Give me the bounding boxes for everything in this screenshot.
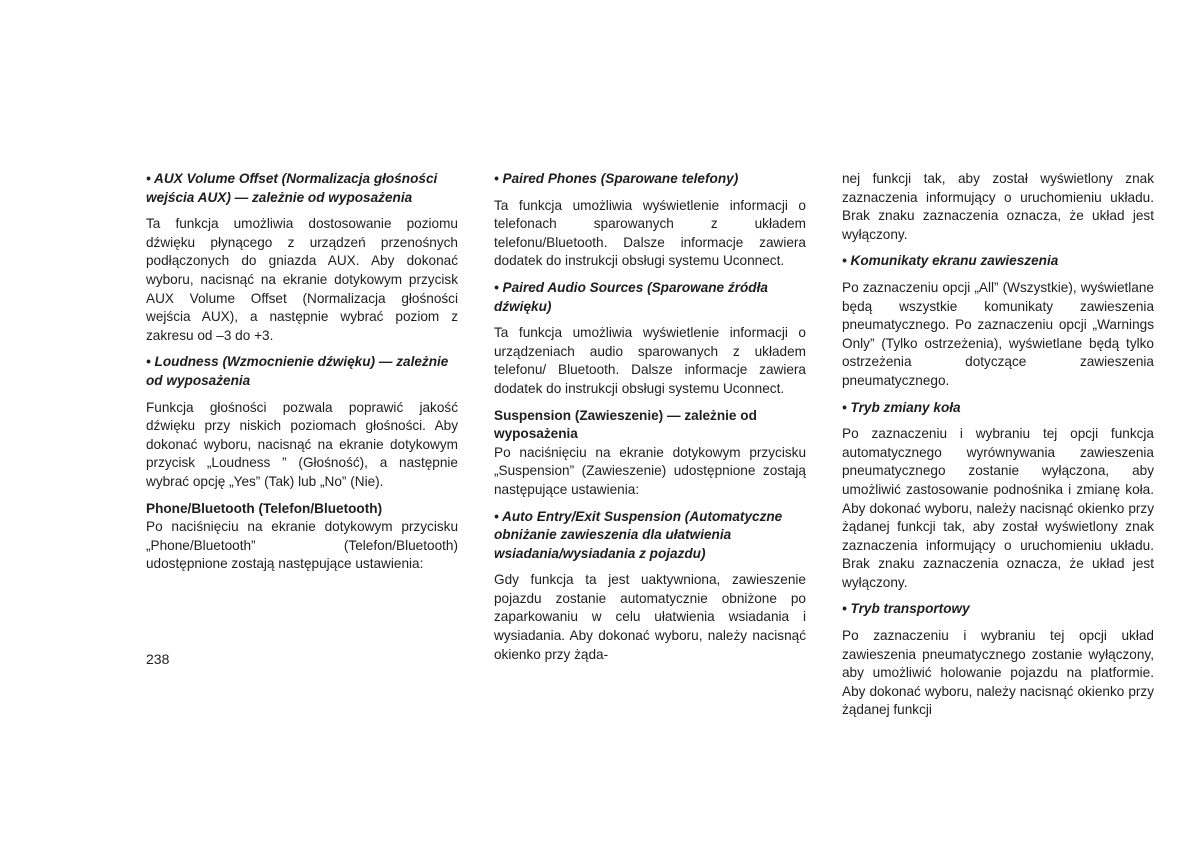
paragraph-suspension: Po naciśnięciu na ekranie dotykowym przycisku „Suspension” (Zawieszenie) udostępnione zostają następujące ustawienia: <box>494 444 806 497</box>
paragraph-transport-mode: Po zaznaczeniu i wybraniu tej opcji układ zawieszenia pneumatycznego zostanie wyłączony, aby umożliwić holowanie pojazdu na platformie. Aby dokonać wyboru, należy nacisnąć okienko przy żądanej funkcji <box>842 628 1154 718</box>
bullet-heading-loudness: • Loudness (Wzmocnienie dźwięku) — zależnie od wyposażenia <box>146 354 449 388</box>
section-heading-suspension: Suspension (Zawieszenie) — zależnie od wyposażenia <box>494 407 757 442</box>
paragraph-paired-audio-sources: Ta funkcja umożliwia wyświetlenie informacji o urządzeniach audio sparowanych z układem telefonu/ Bluetooth. Dalsze informacje zawiera dodatek do instrukcji obsługi systemu Uconnect. <box>494 325 806 396</box>
bullet-heading-paired-phones: • Paired Phones (Sparowane telefony) <box>494 171 739 186</box>
text-column-right <box>842 170 1154 720</box>
page-number: 238 <box>146 651 170 667</box>
text-column-middle <box>494 170 806 664</box>
bullet-heading-suspension-messages: • Komunikaty ekranu zawieszenia <box>842 253 1059 269</box>
paragraph-loudness: Funkcja głośności pozwala poprawić jakość dźwięku przy niskich poziomach głośności. Aby dokonać wyboru, nacisnąć na ekranie dotykowym przycisk „Loudness ” (Głośność), a następnie wybrać opcję „Yes” (Tak) lub „No” (Nie). <box>146 399 458 489</box>
section-heading-phone-bluetooth: Phone/Bluetooth (Telefon/Bluetooth) <box>146 500 383 516</box>
paragraph-suspension-messages: Po zaznaczeniu opcji „All” (Wszystkie), wyświetlane będą wszystkie komunikaty zawieszenia pneumatycznego. Po zaznaczeniu opcji „Warnings Only” (Tylko ostrzeżenia), wyświetlane będą tylko ostrzeżenia dotyczące zawieszenia pneumatycznego. <box>842 279 1154 388</box>
paragraph-aux-volume-offset: Ta funkcja umożliwia dostosowanie poziomu dźwięku płynącego z urządzeń przenośnych podłączonych do gniazda AUX. Aby dokonać wyboru, nacisnąć na ekranie dotykowym przycisk AUX Volume Offset (Normalizacja głośności wejścia AUX), a następnie wybrać poziom z zakresu od –3 do +3. <box>146 216 458 343</box>
paragraph-tire-change-mode: Po zaznaczeniu i wybraniu tej opcji funkcja automatycznego wyrównywania zawieszenia pneumatycznego zostanie wyłączona, aby umożliwić zastosowanie podnośnika i zmianę koła. Aby dokonać wyboru, należy nacisnąć okienko przy żądanej funkcji tak, aby został wyświetlony znak zaznaczenia informujący o uruchomieniu układu. Brak znaku zaznaczenia oznacza, że układ jest wyłączony. <box>842 426 1154 590</box>
paragraph-paired-phones: Ta funkcja umożliwia wyświetlenie informacji o telefonach sparowanych z układem telefonu/Bluetooth. Dalsze informacje zawiera dodatek do instrukcji obsługi systemu Uconnect. <box>494 197 806 269</box>
bullet-heading-auto-entry-exit: • Auto Entry/Exit Suspension (Automatyczne obniżanie zawieszenia dla ułatwienia wsiadania/wysiadania z pojazdu) <box>494 508 783 561</box>
bullet-heading-tire-change-mode: • Tryb zmiany koła <box>842 399 961 415</box>
paragraph-phone-bluetooth: Po naciśnięciu na ekranie dotykowym przycisku „Phone/Bluetooth” (Telefon/Bluetooth) udostępnione zostają następujące ustawienia: <box>146 519 458 572</box>
paragraph-continued: nej funkcji tak, aby został wyświetlony znak zaznaczenia informujący o uruchomieniu układu. Brak znaku zaznaczenia oznacza, że układ jest wyłączony. <box>842 171 1154 242</box>
paragraph-auto-entry-exit: Gdy funkcja ta jest uaktywniona, zawieszenie pojazdu zostanie automatycznie obniżone po zaparkowaniu w celu ułatwienia wsiadania i wysiadania. Aby dokonać wyboru, należy nacisnąć okienko przy żąda- <box>494 572 806 662</box>
bullet-heading-transport-mode: • Tryb transportowy <box>842 601 970 617</box>
bullet-heading-paired-audio-sources: • Paired Audio Sources (Sparowane źródła dźwięku) <box>494 279 768 314</box>
text-column-left <box>146 170 458 574</box>
bullet-heading-aux-volume-offset: • AUX Volume Offset (Normalizacja głośności wejścia AUX) — zależnie od wyposażenia <box>146 171 438 205</box>
